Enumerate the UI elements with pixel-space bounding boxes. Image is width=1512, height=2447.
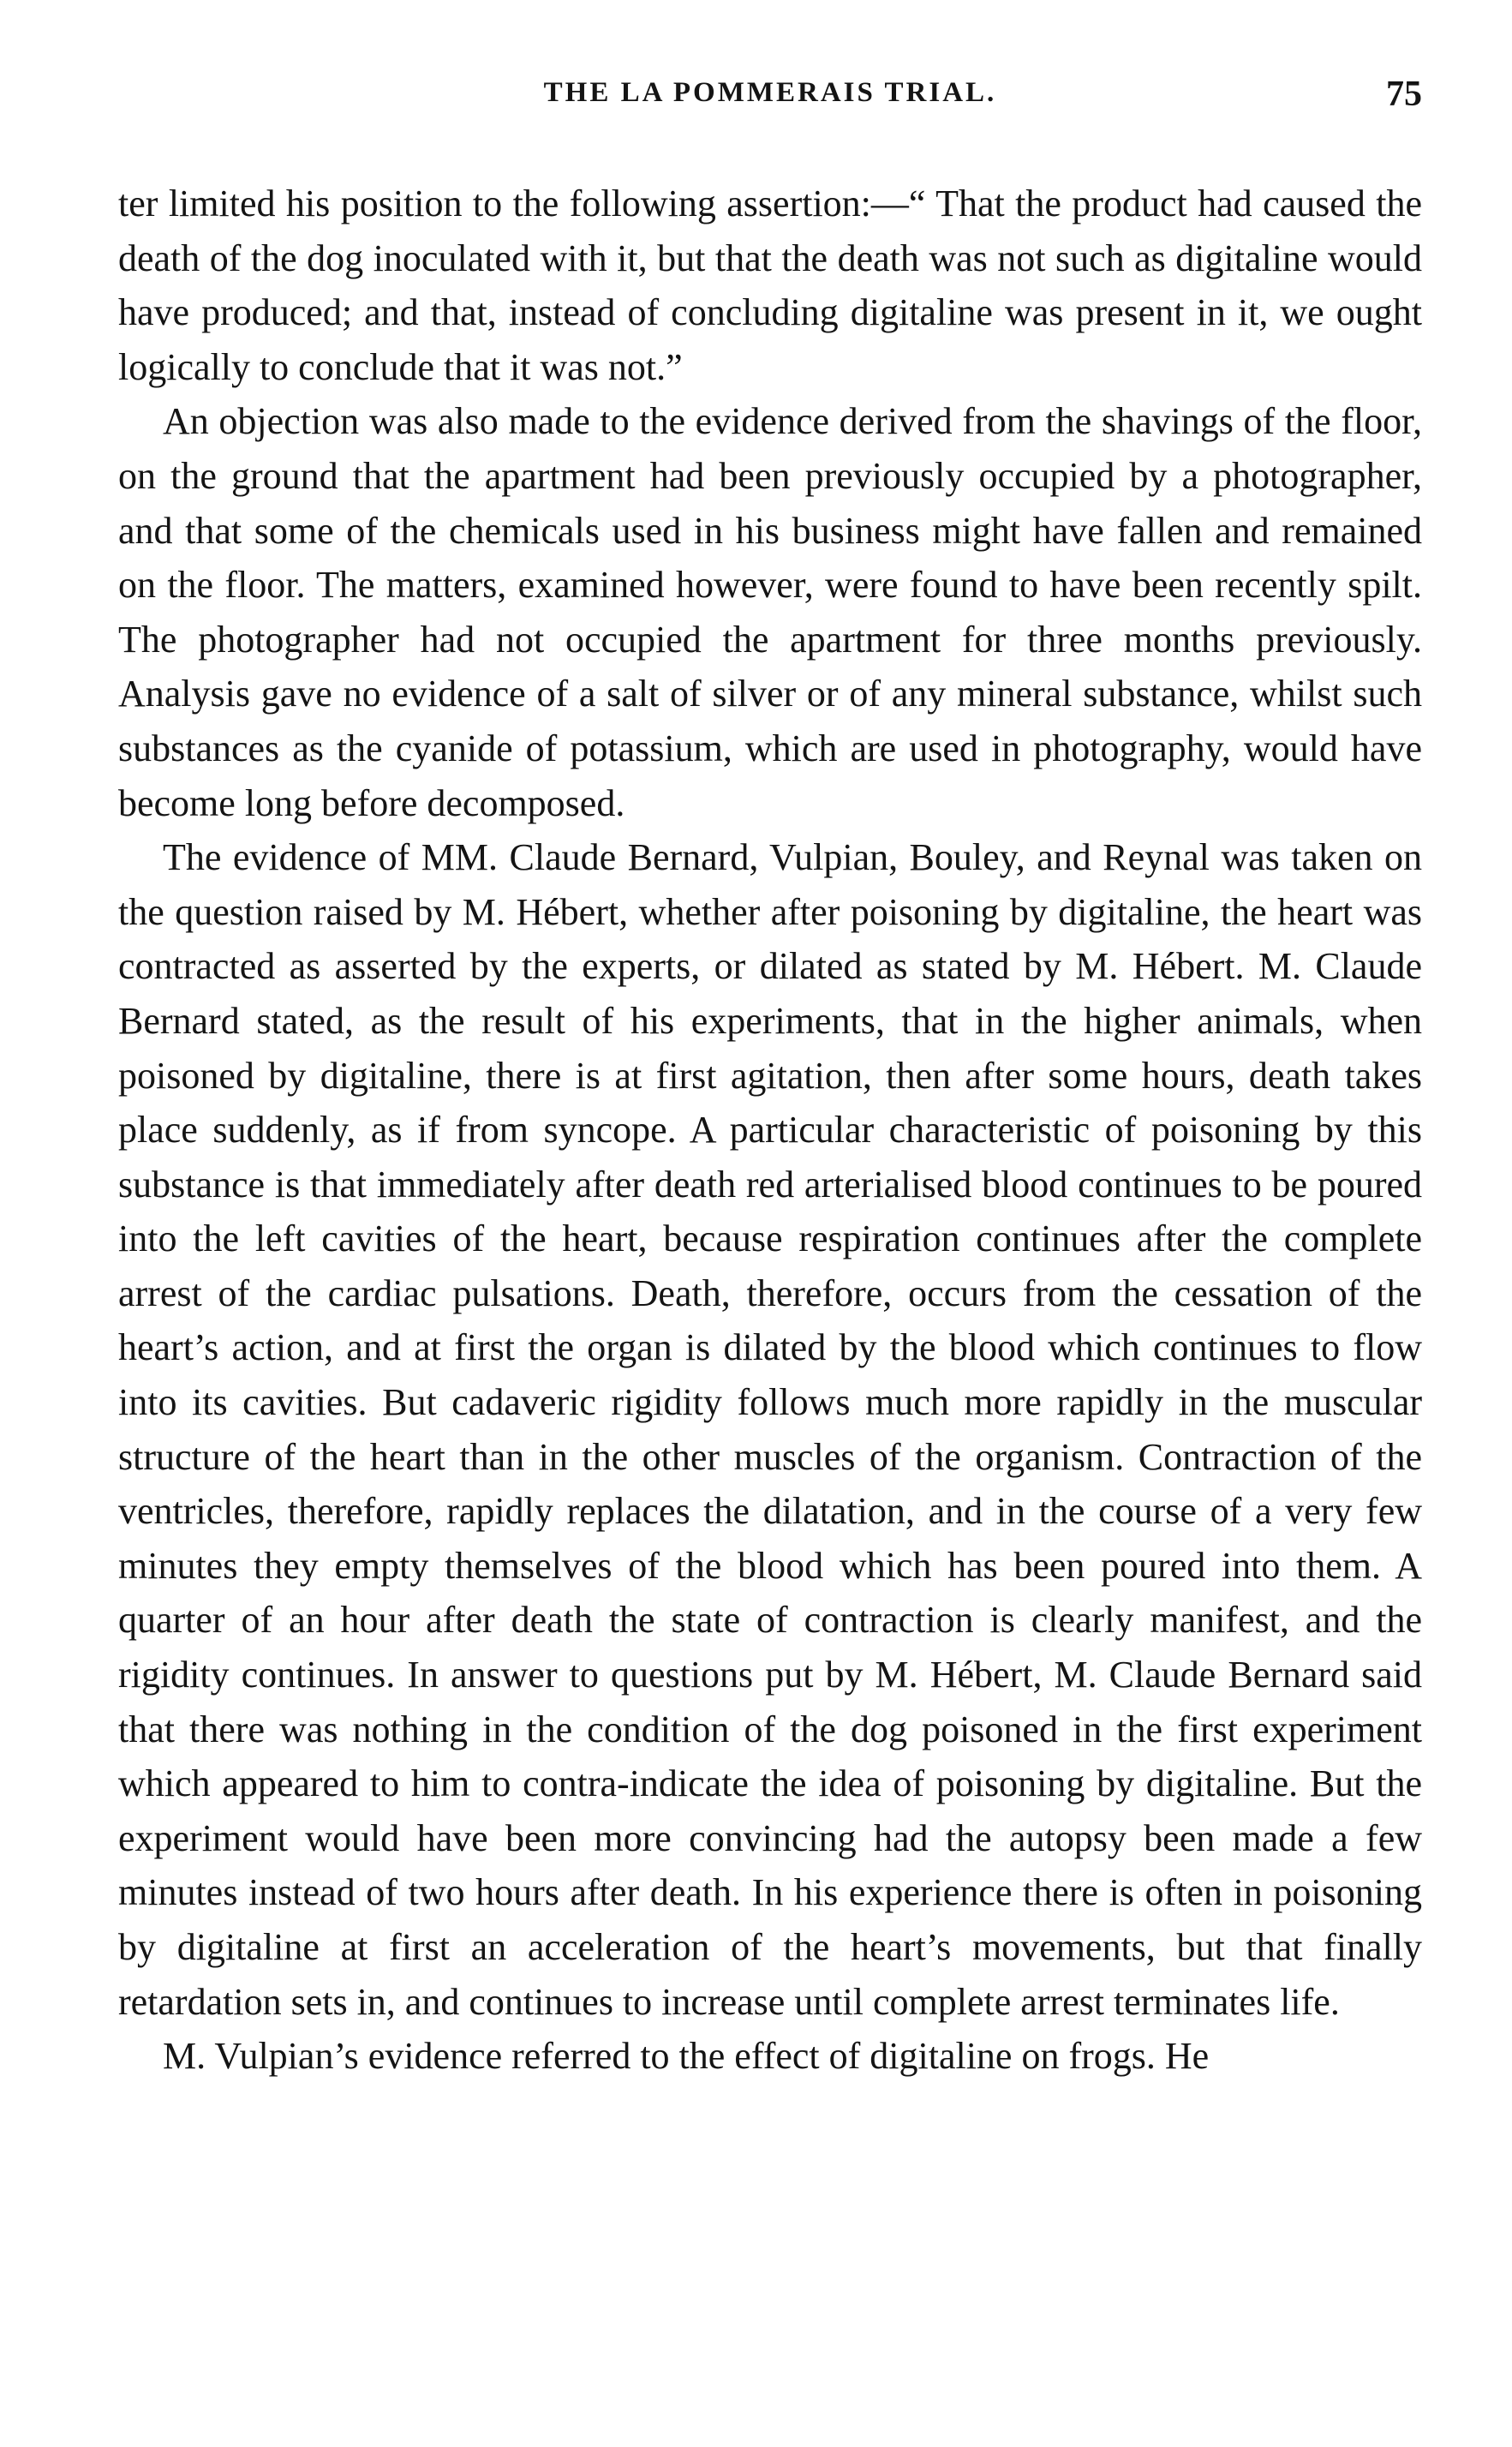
paragraph-evidence-bernard: The evidence of MM. Claude Bernard, Vulpian, Bouley, and Reynal was taken on the question raised by M. Hébert, whether after poisoning by digitaline, the heart was contracted as asserted by the experts, or dilated as stated by M. Hébert. M. Claude Bernard stated, as the result of his experiments, that in the higher animals, when poisoned by digitaline, there is at first agitation, then after some hours, death takes place suddenly, as if from syncope. A particular characteristic of poisoning by this substance is that immediately after death red arterialised blood continues to be poured into the left cavities of the heart, because respiration continues after the complete arrest of the cardiac pulsations. Death, therefore, occurs from the cessation of the heart’s action, and at first the organ is dilated by the blood which continues to flow into its cavities. But cadaveric rigidity follows much more rapidly in the muscular structure of the heart than in the other muscles of the organism. Contraction of the ventricles, therefore, rapidly replaces the dilatation, and in the course of a very few minutes they empty themselves of the blood which has been poured into them. A quarter of an hour after death the state of contraction is clearly manifest, and the rigidity continues. In answer to questions put by M. Hébert, M. Claude Bernard said that there was nothing in the condition of the dog poisoned in the first experiment which appeared to him to contra-indicate the idea of poisoning by digitaline. But the experiment would have been more convincing had the autopsy been made a few minutes instead of two hours after death. In his experience there is often in poisoning by digitaline at first an acceleration of the heart’s movements, but that finally retardation sets in, and continues to increase until complete arrest terminates life.	[118, 836, 1422, 2023]
book-page	[118, 77, 1422, 2084]
page-number: 75	[1386, 75, 1422, 114]
body-text	[118, 176, 1422, 2084]
paragraph-vulpian: M. Vulpian’s evidence referred to the effect of digitaline on frogs. He	[163, 2035, 1210, 2078]
paragraph-objection: An objection was also made to the evidence derived from the shavings of the floor, on the ground that the apartment had been previously occupied by a photographer, and that some of the chemicals used in his business might have fallen and remained on the floor. The matters, examined however, were found to have been recently spilt. The photographer had not occupied the apartment for three months previously. Analysis gave no evidence of a salt of silver or of any mineral substance, whilst such substances as the cyanide of potassium, which are used in photography, would have become long before decomposed.	[118, 400, 1422, 824]
running-head	[118, 77, 1422, 129]
paragraph-continued: ter limited his position to the following assertion:—“ That the product had caused the death of the dog inoculated with it, but that the death was not such as digitaline would have produced; and that, instead of concluding digitaline was present in it, we ought logically to conclude that it was not.”	[118, 182, 1422, 388]
running-title: THE LA POMMERAIS TRIAL.	[543, 77, 997, 108]
